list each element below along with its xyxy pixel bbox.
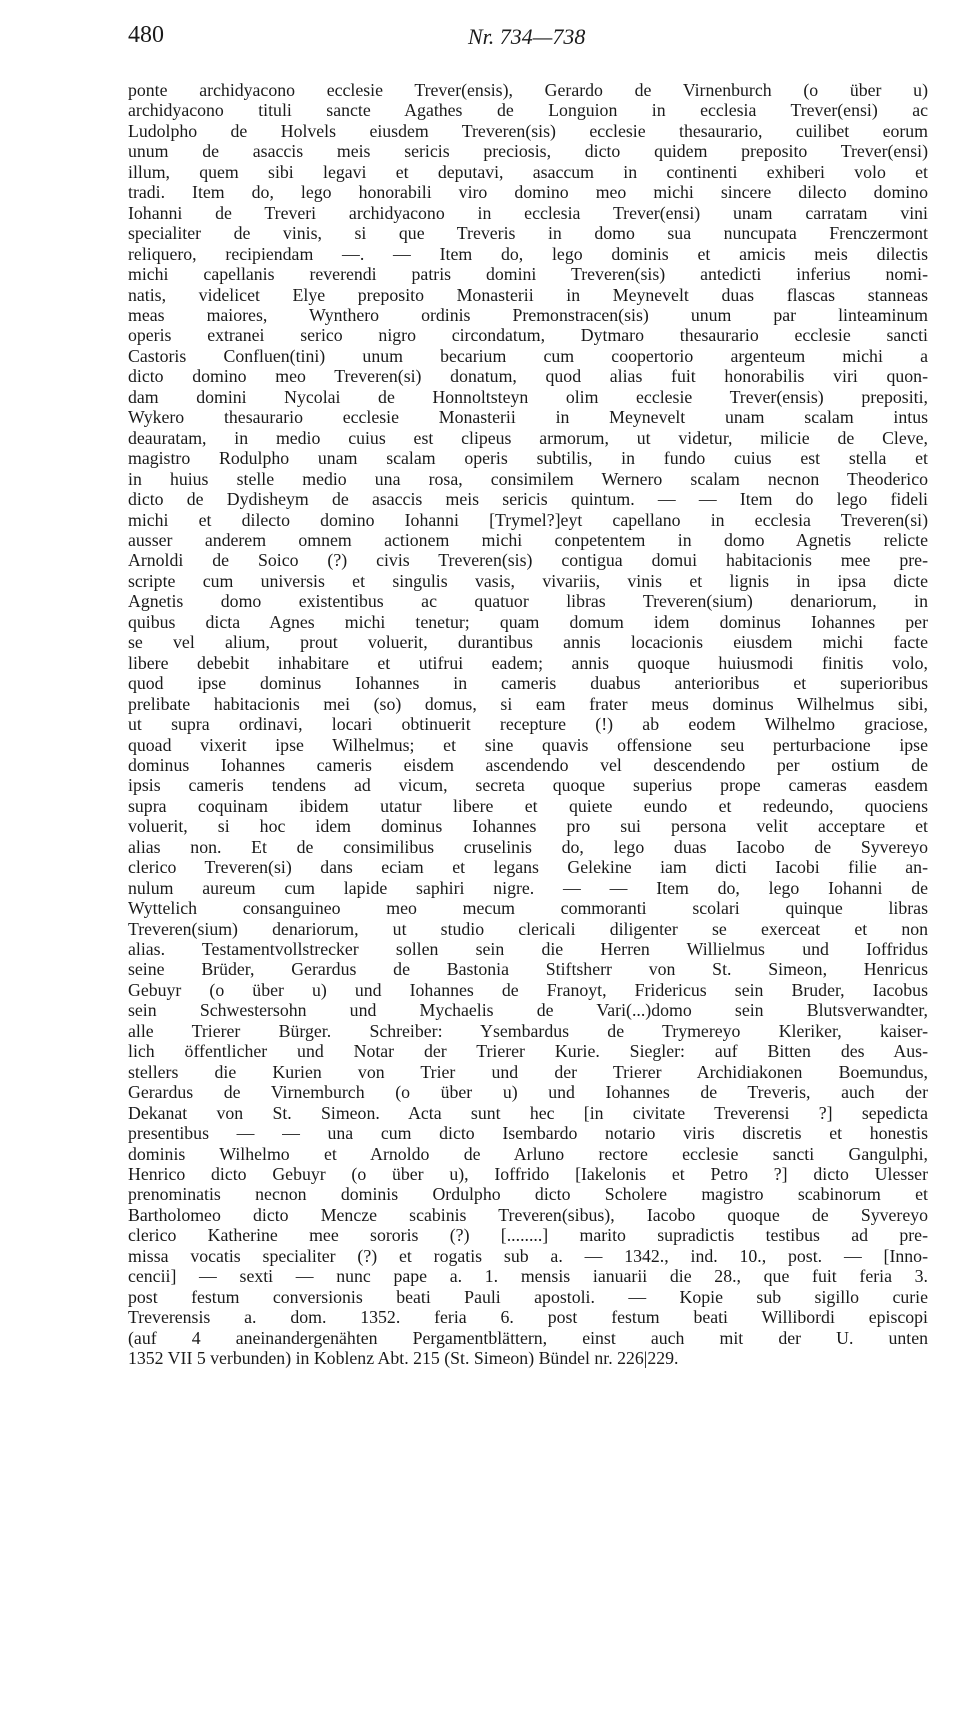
text-line: Agnetis domo existentibus ac quatuor libras Treveren(sium) denariorum, in (128, 591, 928, 612)
text-line: ponte archidyacono ecclesie Trever(ensis), Gerardo de Virnenburch (o über u) (128, 80, 928, 100)
text-line: Treveren(sium) denariorum, ut studio clericali diligenter se exerceat et non (128, 918, 928, 939)
text-line: seine Brüder, Gerardus de Bastonia Stiftsherr von St. Simeon, Henricus (128, 959, 928, 980)
text-line: ausser anderem omnem actionem michi conpetentem in domo Agnetis relicte (128, 529, 928, 550)
text-line: dominis Wilhelmo et Arnoldo de Arluno rectore ecclesie sancti Gangulphi, (128, 1143, 928, 1164)
text-line: missa vocatis specialiter (?) et rogatis sub a. — 1342., ind. 10., post. — [Inno- (128, 1245, 928, 1266)
text-line: quoad vixerit ipse Wilhelmus; et sine quavis offensione seu perturbacione ipse (128, 734, 928, 755)
text-line: tradi. Item do, lego honorabili viro domino meo michi sincere dilecto domino (128, 182, 928, 203)
text-line: lich öffentlicher und Notar der Trierer Kurie. Siegler: auf Bitten des Aus- (128, 1041, 928, 1062)
text-line: supra coquinam ibidem utatur libere et quiete eundo et redeundo, quociens (128, 795, 928, 816)
text-line: scripte cum universis et singulis vasis, vivariis, vinis et lignis in ipsa dicte (128, 570, 928, 591)
text-line: alias. Testamentvollstrecker sollen sein die Herren Willielmus und Ioffridus (128, 939, 928, 960)
text-line: Arnoldi de Soico (?) civis Treveren(sis) contigua domui habitacionis mee pre- (128, 550, 928, 571)
running-title: Nr. 734—738 (468, 24, 586, 49)
text-line: operis extranei serico nigro circondatum, Dytmaro thesaurario ecclesie sancti (128, 325, 928, 346)
text-line: dominus Iohannes cameris eisdem ascendendo vel descendendo per ostium de (128, 754, 928, 775)
text-line: ut supra ordinavi, locari obtinuerit recepture (!) ab eodem Wilhelmo graciose, (128, 714, 928, 735)
text-line: dam domini Nycolai de Honnoltsteyn olim ecclesie Trever(ensis) prepositi, (128, 386, 928, 407)
text-line: prenominatis necnon dominis Ordulpho dicto Scholere magistro scabinorum et (128, 1184, 928, 1205)
text-line: stellers die Kurien von Trier und der Trierer Archidiakonen Boemundus, (128, 1061, 928, 1082)
text-line: clerico Treveren(si) dans eciam et legans Gelekine iam dicti Iacobi filie an- (128, 857, 928, 878)
text-line: voluerit, si hoc idem dominus Iohannes pro sui persona velit acceptare et (128, 816, 928, 837)
text-line: Wykero thesaurario ecclesie Monasterii in Meynevelt unam scalam intus (128, 407, 928, 428)
text-line: 1352 VII 5 verbunden) in Koblenz Abt. 215 (St. Simeon) Bündel nr. 226|229. (128, 1348, 679, 1369)
text-line: Gerardus de Virnemburch (o über u) und Iohannes de Treveris, auch der (128, 1082, 928, 1103)
text-line: dicto domino meo Treveren(si) donatum, quod alias fuit honorabilis viri quon- (128, 366, 928, 387)
text-line: unum de asaccis meis sericis preciosis, dicto quidem preposito Trever(ensi) (128, 141, 928, 162)
text-line: Iohanni de Treveri archidyacono in ecclesia Trever(ensi) unam carratam vini (128, 202, 928, 223)
text-line: in huius stelle medio una rosa, consimilem Wernero scalam necnon Theoderico (128, 468, 928, 489)
text-line: Treverensis a. dom. 1352. feria 6. post festum beati Willibordi episcopi (128, 1307, 928, 1328)
text-line: magistro Rodulpho unam scalam operis subtilis, in fundo cuius est stella et (128, 448, 928, 469)
text-line: libere debebit inhabitare et utifrui eadem; annis quoque huiusmodi finitis volo, (128, 652, 928, 673)
text-line: Castoris Confluen(tini) unum becarium cum coopertorio argenteum michi a (128, 345, 928, 366)
text-line: clerico Katherine mee sororis (?) [........] marito supradictis testibus ad pre- (128, 1225, 928, 1246)
text-line: nulum aureum cum lapide saphiri nigre. — — Item do, lego Iohanni de (128, 877, 928, 898)
text-line: deauratam, in medio cuius est clipeus armorum, ut videtur, milicie de Cleve, (128, 427, 928, 448)
text-line: specialiter de vinis, si que Treveris in domo sua nuncupata Frenczermont (128, 223, 928, 244)
text-line: Henrico dicto Gebuyr (o über u), Ioffrido [Iakelonis et Petro ?] dicto Ulesser (128, 1164, 928, 1185)
text-line: Ludolpho de Holvels eiusdem Treveren(sis) ecclesie thesaurario, cuilibet eorum (128, 120, 928, 141)
text-line: michi et dilecto domino Iohanni [Trymel?]eyt capellano in ecclesia Treveren(si) (128, 509, 928, 530)
body-text (128, 80, 928, 1369)
text-line: archidyacono tituli sancte Agathes de Longuion in ecclesia Trever(ensi) ac (128, 100, 928, 121)
text-line: sein Schwestersohn und Mychaelis de Vari(...)domo sein Blutsverwandter, (128, 1000, 928, 1021)
text-line: post festum conversionis beati Pauli apostoli. — Kopie sub sigillo curie (128, 1286, 928, 1307)
text-line: quod ipse dominus Iohannes in cameris duabus anterioribus et superioribus (128, 673, 928, 694)
text-line: Bartholomeo dicto Mencze scabinis Treveren(sibus), Iacobo quoque de Syvereyo (128, 1204, 928, 1225)
text-line: michi capellanis reverendi patris domini Treveren(sis) antedicti inferius nomi- (128, 264, 928, 285)
text-line: (auf 4 aneinandergenähten Pergamentblättern, einst auch mit der U. unten (128, 1327, 928, 1348)
text-line: meas maiores, Wynthero ordinis Premonstracen(sis) unum par linteaminum (128, 304, 928, 325)
text-line: cencii] — sexti — nunc pape a. 1. mensis ianuarii die 28., que fuit feria 3. (128, 1266, 928, 1287)
page-number: 480 (128, 22, 164, 48)
text-line: alias non. Et de consimilibus cruselinis do, lego duas Iacobo de Syvereyo (128, 836, 928, 857)
text-line: illum, quem sibi legavi et deputavi, asaccum in continenti exhiberi volo et (128, 161, 928, 182)
text-line: reliquero, recipiendam —. — Item do, lego dominis et amicis meis dilectis (128, 243, 928, 264)
text-line: natis, videlicet Elye preposito Monasterii in Meynevelt duas flascas stanneas (128, 284, 928, 305)
text-line: ipsis cameris tendens ad vicum, secreta quoque superius prope cameras easdem (128, 775, 928, 796)
text-line: Gebuyr (o über u) und Iohannes de Franoyt, Fridericus sein Bruder, Iacobus (128, 979, 928, 1000)
text-line: presentibus — — una cum dicto Isembardo notario viris discretis et honestis (128, 1123, 928, 1144)
text-line: prelibate habitacionis mei (so) domus, si eam frater meus dominus Wilhelmus sibi, (128, 693, 928, 714)
text-line: Wyttelich consanguineo meo mecum commoranti scolari quinque libras (128, 898, 928, 919)
text-line: dicto de Dydisheym de asaccis meis sericis quintum. — — Item do lego fideli (128, 489, 928, 510)
page-header (128, 22, 928, 52)
text-line: se vel alium, prout voluerit, durantibus annis locacionis eiusdem michi facte (128, 632, 928, 653)
text-line: quibus dicta Agnes michi tenetur; quam domum idem dominus Iohannes per (128, 611, 928, 632)
text-line: alle Trierer Bürger. Schreiber: Ysembardus de Trymereyo Kleriker, kaiser- (128, 1020, 928, 1041)
text-line: Dekanat von St. Simeon. Acta sunt hec [in civitate Treverensi ?] sepedicta (128, 1102, 928, 1123)
